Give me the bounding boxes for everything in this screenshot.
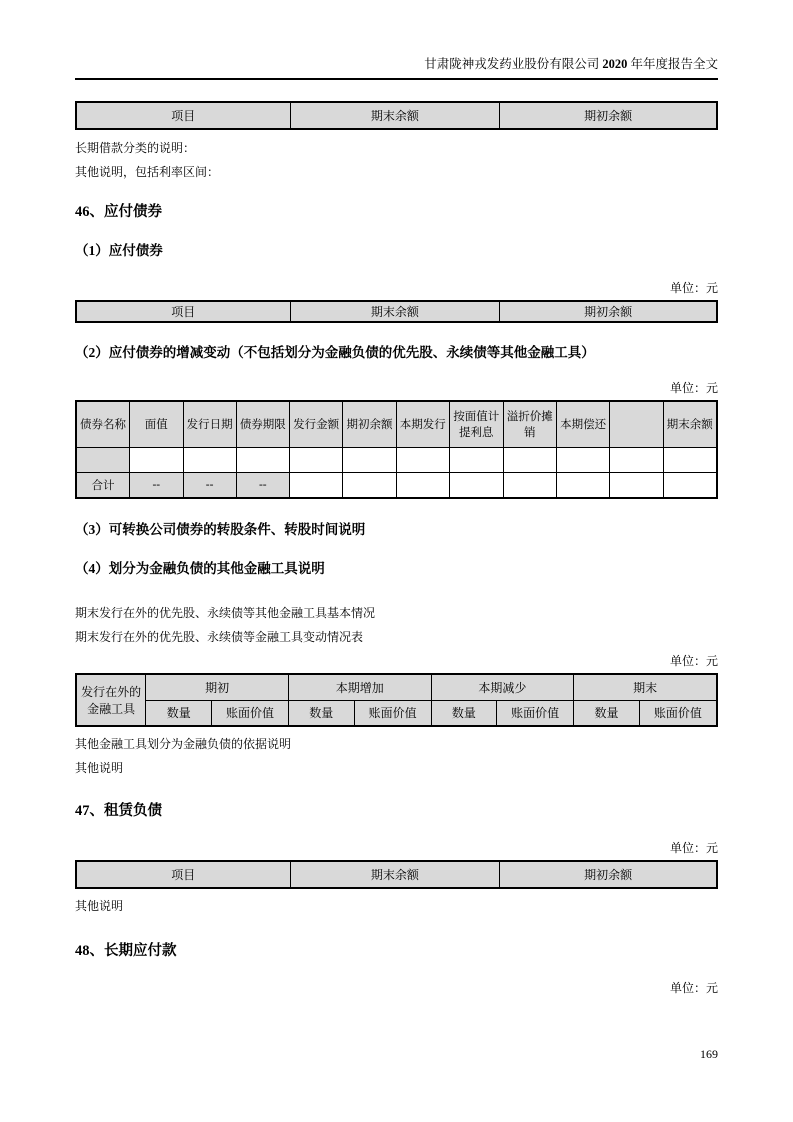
- col-header-repaid-this-period: 本期偿还: [556, 401, 610, 447]
- unit-label: 单位：元: [669, 654, 718, 668]
- col-header-premium-amortization: 溢折价摊销: [503, 401, 556, 447]
- col-header-face-value: 面值: [130, 401, 184, 447]
- header-title-suffix: 年年度报告全文: [627, 57, 718, 71]
- header-title-year: 2020: [602, 57, 628, 71]
- bond-movement-table: [75, 400, 718, 499]
- col-header-blank: [610, 401, 663, 447]
- cell: [449, 472, 503, 498]
- document-header: [75, 54, 718, 80]
- cell: [183, 447, 236, 472]
- cell: --: [236, 472, 289, 498]
- sub-header-quantity: 数量: [146, 700, 212, 726]
- table-header-row: [76, 861, 717, 888]
- sub-header-carrying-value: 账面价值: [212, 700, 289, 726]
- col-header-bond-name: 债券名称: [76, 401, 130, 447]
- table-header-row: [76, 301, 717, 322]
- col-header-issued-this-period: 本期发行: [396, 401, 449, 447]
- sub-header-carrying-value: 账面价值: [354, 700, 431, 726]
- group-header-closing: 期末: [574, 674, 717, 700]
- page-number: 169: [700, 1047, 718, 1061]
- section-46-sub2: （2）应付债券的增减变动（不包括划分为金融负债的优先股、永续债等其他金融工具）: [75, 345, 595, 360]
- section-46-sub4: （4）划分为金融负债的其他金融工具说明: [75, 561, 325, 576]
- section-47-title: 47、租赁负债: [75, 803, 162, 819]
- col-header-closing-balance: 期末余额: [290, 102, 500, 129]
- cell: [663, 447, 717, 472]
- table-header-row: [76, 401, 717, 447]
- cell: [663, 472, 717, 498]
- bonds-payable-table: [75, 300, 718, 323]
- cell: [396, 472, 449, 498]
- cell: [556, 447, 610, 472]
- col-header-interest-accrued: 按面值计提利息: [449, 401, 503, 447]
- sub-header-quantity: 数量: [431, 700, 497, 726]
- corner-header-outstanding-instruments: 发行在外的金融工具: [76, 674, 146, 726]
- col-header-opening-balance: 期初余额: [500, 861, 717, 888]
- table-header-row: [76, 102, 717, 129]
- section-46-sub1: （1）应付债券: [75, 243, 163, 258]
- sub-header-quantity: 数量: [288, 700, 354, 726]
- note-liability-basis: 其他金融工具划分为金融负债的依据说明: [75, 737, 292, 751]
- col-header-opening-balance: 期初余额: [500, 301, 717, 322]
- col-header-item: 项目: [76, 301, 290, 322]
- section-46-sub3: （3）可转换公司债券的转股条件、转股时间说明: [75, 522, 366, 537]
- unit-label: 单位：元: [669, 281, 718, 295]
- cell: --: [183, 472, 236, 498]
- header-title-prefix: 甘肃陇神戎发药业股份有限公司: [424, 57, 603, 71]
- total-row-label: 合计: [76, 472, 130, 498]
- section-48-title: 48、长期应付款: [75, 943, 177, 959]
- loan-other-note: 其他说明，包括利率区间：: [75, 165, 220, 179]
- col-header-issue-date: 发行日期: [183, 401, 236, 447]
- cell: [503, 447, 556, 472]
- cell: [556, 472, 610, 498]
- col-header-item: 项目: [76, 102, 290, 129]
- note-other: 其他说明: [75, 761, 124, 775]
- col-header-opening-balance: 期初余额: [343, 401, 396, 447]
- group-header-decrease: 本期减少: [431, 674, 574, 700]
- unit-label: 单位：元: [669, 841, 718, 855]
- unit-label: 单位：元: [669, 381, 718, 395]
- unit-label: 单位：元: [669, 981, 718, 995]
- note-other: 其他说明: [75, 899, 124, 913]
- col-header-item: 项目: [76, 861, 290, 888]
- col-header-bond-term: 债券期限: [236, 401, 289, 447]
- lease-liabilities-table: [75, 860, 718, 889]
- col-header-closing-balance: 期末余额: [290, 861, 500, 888]
- cell: [289, 447, 343, 472]
- row-label-cell: [76, 447, 130, 472]
- sub-header-carrying-value: 账面价值: [497, 700, 574, 726]
- group-header-opening: 期初: [146, 674, 289, 700]
- col-header-opening-balance: 期初余额: [500, 102, 717, 129]
- col-header-issue-amount: 发行金额: [289, 401, 343, 447]
- sub-header-carrying-value: 账面价值: [639, 700, 717, 726]
- sub-header-quantity: 数量: [574, 700, 640, 726]
- financial-instruments-table: [75, 673, 718, 727]
- cell: [343, 447, 396, 472]
- cell: [610, 447, 663, 472]
- loan-classification-table: [75, 101, 718, 130]
- cell: [610, 472, 663, 498]
- table-row: [76, 447, 717, 472]
- note-change-table: 期末发行在外的优先股、永续债等金融工具变动情况表: [75, 630, 364, 644]
- cell: [503, 472, 556, 498]
- section-46-title: 46、应付债券: [75, 204, 162, 220]
- col-header-closing-balance: 期末余额: [290, 301, 500, 322]
- group-header-increase: 本期增加: [288, 674, 431, 700]
- cell: [130, 447, 184, 472]
- cell: [236, 447, 289, 472]
- table-header-row-subcolumns: [76, 700, 717, 726]
- cell: [396, 447, 449, 472]
- note-basic-situation: 期末发行在外的优先股、永续债等其他金融工具基本情况: [75, 606, 376, 620]
- table-header-row-groups: [76, 674, 717, 700]
- table-total-row: [76, 472, 717, 498]
- cell: [449, 447, 503, 472]
- col-header-closing-balance: 期末余额: [663, 401, 717, 447]
- loan-classification-note: 长期借款分类的说明：: [75, 141, 196, 155]
- cell: [343, 472, 396, 498]
- cell: --: [130, 472, 184, 498]
- cell: [289, 472, 343, 498]
